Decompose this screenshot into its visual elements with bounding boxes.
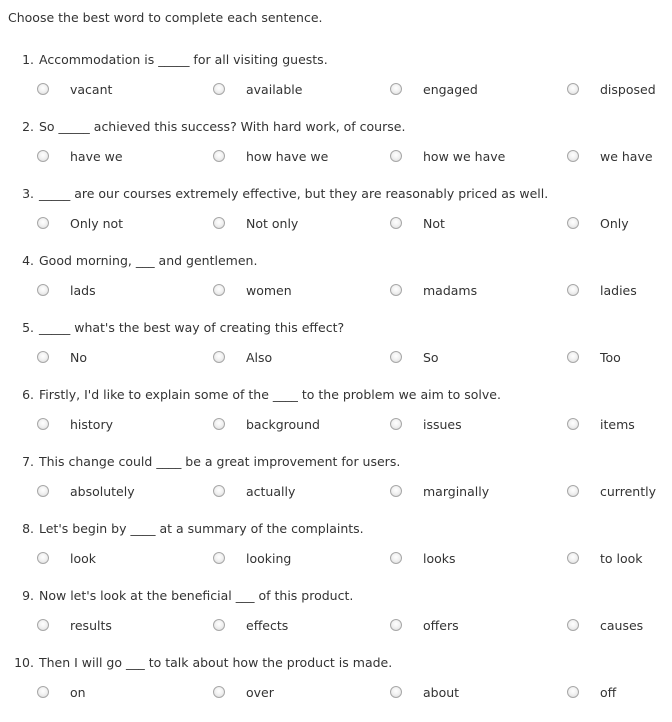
radio-button[interactable]: [37, 83, 49, 95]
radio-button[interactable]: [390, 351, 402, 363]
question-number: 4.: [22, 253, 34, 268]
question-text: [0, 387, 501, 402]
option-label[interactable]: causes: [600, 618, 644, 633]
question-sentence: Now let's look at the beneficial ___ of this product.: [39, 588, 354, 603]
question-text: [0, 454, 400, 469]
option-label[interactable]: disposed: [600, 82, 656, 97]
question-8: [0, 521, 672, 588]
option-label[interactable]: lads: [70, 283, 96, 298]
option-label[interactable]: ladies: [600, 283, 637, 298]
radio-button[interactable]: [37, 686, 49, 698]
radio-button[interactable]: [213, 150, 225, 162]
radio-button[interactable]: [567, 351, 579, 363]
option-label[interactable]: available: [246, 82, 303, 97]
option-label[interactable]: Only: [600, 216, 629, 231]
question-text: [0, 588, 353, 603]
radio-button[interactable]: [213, 217, 225, 229]
radio-button[interactable]: [37, 418, 49, 430]
question-sentence: Let's begin by ____ at a summary of the complaints.: [39, 521, 364, 536]
question-text: [0, 253, 257, 268]
question-2: [0, 119, 672, 186]
question-sentence: Firstly, I'd like to explain some of the ____ to the problem we aim to solve.: [39, 387, 501, 402]
option-label[interactable]: looks: [423, 551, 456, 566]
question-number: 7.: [22, 454, 34, 469]
radio-button[interactable]: [213, 686, 225, 698]
radio-button[interactable]: [567, 686, 579, 698]
option-label[interactable]: issues: [423, 417, 462, 432]
question-5: [0, 320, 672, 387]
option-label[interactable]: over: [246, 685, 274, 700]
radio-button[interactable]: [390, 150, 402, 162]
question-number: 8.: [22, 521, 34, 536]
question-text: [0, 320, 344, 335]
option-label[interactable]: items: [600, 417, 635, 432]
option-label[interactable]: currently: [600, 484, 656, 499]
option-label[interactable]: off: [600, 685, 617, 700]
question-7: [0, 454, 672, 521]
radio-button[interactable]: [390, 284, 402, 296]
radio-button[interactable]: [390, 83, 402, 95]
radio-button[interactable]: [37, 217, 49, 229]
option-label[interactable]: we have: [600, 149, 653, 164]
question-sentence: Then I will go ___ to talk about how the product is made.: [39, 655, 393, 670]
option-label[interactable]: madams: [423, 283, 478, 298]
option-label[interactable]: on: [70, 685, 86, 700]
radio-button[interactable]: [37, 150, 49, 162]
option-label[interactable]: So: [423, 350, 439, 365]
radio-button[interactable]: [567, 552, 579, 564]
option-label[interactable]: Too: [600, 350, 621, 365]
option-label[interactable]: looking: [246, 551, 292, 566]
option-label[interactable]: history: [70, 417, 113, 432]
option-label[interactable]: how we have: [423, 149, 506, 164]
radio-button[interactable]: [213, 552, 225, 564]
option-label[interactable]: Not only: [246, 216, 299, 231]
option-label[interactable]: marginally: [423, 484, 490, 499]
question-text: [0, 655, 392, 670]
radio-button[interactable]: [390, 686, 402, 698]
question-10: [0, 655, 672, 722]
question-sentence: _____ what's the best way of creating this effect?: [39, 320, 345, 335]
radio-button[interactable]: [37, 485, 49, 497]
option-label[interactable]: Also: [246, 350, 273, 365]
radio-button[interactable]: [390, 619, 402, 631]
radio-button[interactable]: [567, 150, 579, 162]
option-label[interactable]: results: [70, 618, 112, 633]
question-text: [0, 521, 364, 536]
radio-button[interactable]: [567, 217, 579, 229]
question-sentence: Good morning, ___ and gentlemen.: [39, 253, 258, 268]
question-number: 5.: [22, 320, 34, 335]
option-label[interactable]: No: [70, 350, 87, 365]
radio-button[interactable]: [37, 284, 49, 296]
radio-button[interactable]: [390, 485, 402, 497]
radio-button[interactable]: [213, 284, 225, 296]
question-sentence: _____ are our courses extremely effective, but they are reasonably priced as well.: [39, 186, 549, 201]
radio-button[interactable]: [567, 418, 579, 430]
option-label[interactable]: background: [246, 417, 320, 432]
question-4: [0, 253, 672, 320]
radio-button[interactable]: [37, 552, 49, 564]
radio-button[interactable]: [567, 485, 579, 497]
option-label[interactable]: Only not: [70, 216, 124, 231]
option-label[interactable]: have we: [70, 149, 123, 164]
option-label[interactable]: about: [423, 685, 460, 700]
question-6: [0, 387, 672, 454]
option-label[interactable]: women: [246, 283, 292, 298]
question-number: 6.: [22, 387, 34, 402]
instructions: Choose the best word to complete each sentence.: [8, 10, 323, 25]
radio-button[interactable]: [390, 217, 402, 229]
question-text: [0, 186, 548, 201]
question-sentence: This change could ____ be a great improvement for users.: [39, 454, 401, 469]
radio-button[interactable]: [567, 284, 579, 296]
option-label[interactable]: actually: [246, 484, 296, 499]
radio-button[interactable]: [213, 351, 225, 363]
question-3: [0, 186, 672, 253]
question-number: 2.: [22, 119, 34, 134]
radio-button[interactable]: [567, 83, 579, 95]
question-number: 9.: [22, 588, 34, 603]
radio-button[interactable]: [213, 83, 225, 95]
option-label[interactable]: Not: [423, 216, 445, 231]
question-1: [0, 52, 672, 119]
radio-button[interactable]: [37, 619, 49, 631]
question-number: 1.: [22, 52, 34, 67]
question-number: 10.: [14, 655, 34, 670]
question-text: [0, 119, 405, 134]
radio-button[interactable]: [213, 485, 225, 497]
option-label[interactable]: to look: [600, 551, 643, 566]
radio-button[interactable]: [390, 552, 402, 564]
question-sentence: So _____ achieved this success? With hard work, of course.: [39, 119, 406, 134]
question-sentence: Accommodation is _____ for all visiting guests.: [39, 52, 328, 67]
option-label[interactable]: offers: [423, 618, 459, 633]
option-label[interactable]: effects: [246, 618, 289, 633]
radio-button[interactable]: [213, 418, 225, 430]
question-number: 3.: [22, 186, 34, 201]
option-label[interactable]: vacant: [70, 82, 113, 97]
radio-button[interactable]: [390, 418, 402, 430]
option-label[interactable]: how have we: [246, 149, 329, 164]
option-label[interactable]: engaged: [423, 82, 478, 97]
question-9: [0, 588, 672, 655]
option-label[interactable]: look: [70, 551, 97, 566]
question-text: [0, 52, 328, 67]
radio-button[interactable]: [37, 351, 49, 363]
radio-button[interactable]: [213, 619, 225, 631]
option-label[interactable]: absolutely: [70, 484, 135, 499]
radio-button[interactable]: [567, 619, 579, 631]
